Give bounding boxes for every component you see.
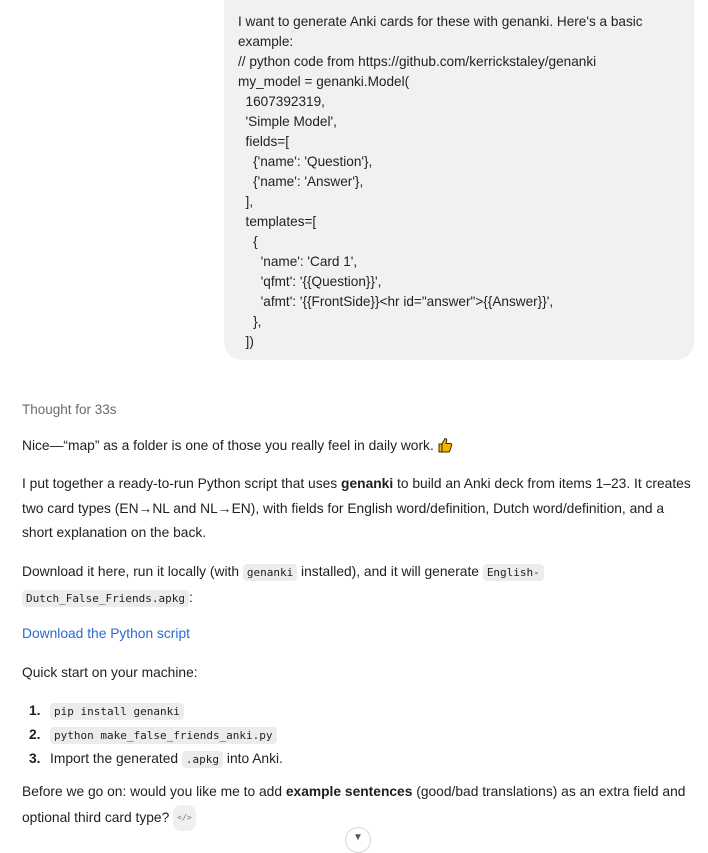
user-message-line: }, [238, 314, 262, 329]
list-item [22, 723, 694, 747]
assistant-paragraph [22, 472, 694, 546]
inline-code: pip install genanki [50, 703, 184, 720]
step-text: into Anki. [223, 751, 283, 766]
step-number: 3. [29, 751, 41, 766]
user-message-line: // python code from https://github.com/kerrickstaley/genanki [238, 54, 597, 69]
paragraph-text: Before we go on: would you like me to add [22, 784, 286, 799]
user-message-bubble [224, 0, 694, 360]
bold-text: genanki [341, 476, 394, 491]
user-message-line: 'qfmt': '{{Question}}', [238, 274, 382, 289]
inline-code: genanki [243, 564, 297, 581]
user-message-line: ]) [238, 334, 254, 349]
list-item [22, 747, 694, 771]
user-message-line: example: [238, 34, 294, 49]
user-message-line: {'name': 'Question'}, [238, 154, 373, 169]
download-paragraph [22, 622, 190, 647]
user-message-line: fields=[ [238, 134, 290, 149]
user-message-line: 'name': 'Card 1', [238, 254, 358, 269]
arrow-down-icon: ▼ [353, 832, 363, 843]
list-item [22, 699, 694, 723]
inline-code: .apkg [182, 751, 223, 768]
user-message-line: templates=[ [238, 214, 317, 229]
scroll-down-button[interactable] [345, 827, 371, 853]
user-message-line: 1607392319, [238, 94, 325, 109]
steps-list [22, 699, 694, 771]
user-message-line: my_model = genanki.Model( [238, 74, 410, 89]
download-script-link[interactable]: Download the Python script [22, 626, 190, 641]
user-message-line: 'afmt': '{{FrontSide}}<hr id="answer">{{Answer}}', [238, 294, 554, 309]
assistant-paragraph [22, 434, 694, 459]
user-message-line: { [238, 234, 258, 249]
user-message-line: 'Simple Model', [238, 114, 337, 129]
inline-code: python make_false_friends_anki.py [50, 727, 277, 744]
assistant-message [22, 398, 694, 825]
source-code-icon[interactable]: </> [173, 805, 195, 832]
paragraph-text: to build an Anki deck from items 1–23. It creates two card types (EN→NL and NL→EN), with fields for English word/definition, Dutch word/definition, and a short explanation on the back. [22, 476, 691, 540]
inline-code: English- [483, 564, 544, 581]
paragraph-text: Download it here, run it locally (with [22, 564, 243, 579]
step-number: 2. [29, 727, 41, 742]
thumbs-up-icon [437, 437, 453, 453]
paragraph-text: installed), and it will generate [297, 564, 483, 579]
paragraph-text: Nice—“map” as a folder is one of those you really feel in daily work. [22, 438, 434, 453]
assistant-paragraph [22, 560, 694, 611]
paragraph-text: I put together a ready-to-run Python script that uses [22, 476, 342, 491]
user-message-line: ], [238, 194, 254, 209]
assistant-paragraph [22, 780, 694, 831]
user-message-line: {'name': 'Answer'}, [238, 174, 364, 189]
user-message-line: I want to generate Anki cards for these with genanki. Here's a basic [238, 14, 643, 29]
paragraph-text: : [188, 589, 193, 605]
inline-code: Dutch_False_Friends.apkg [22, 590, 189, 607]
thought-duration-toggle[interactable]: Thought for 33s [22, 402, 117, 417]
bold-text: example sentences [285, 784, 413, 799]
paragraph-text: (good/bad translations) as an extra field and optional third card type? [22, 784, 686, 825]
step-number: 1. [29, 703, 41, 718]
quick-start-heading: Quick start on your machine: [22, 665, 198, 680]
step-text: Import the generated [50, 751, 182, 766]
